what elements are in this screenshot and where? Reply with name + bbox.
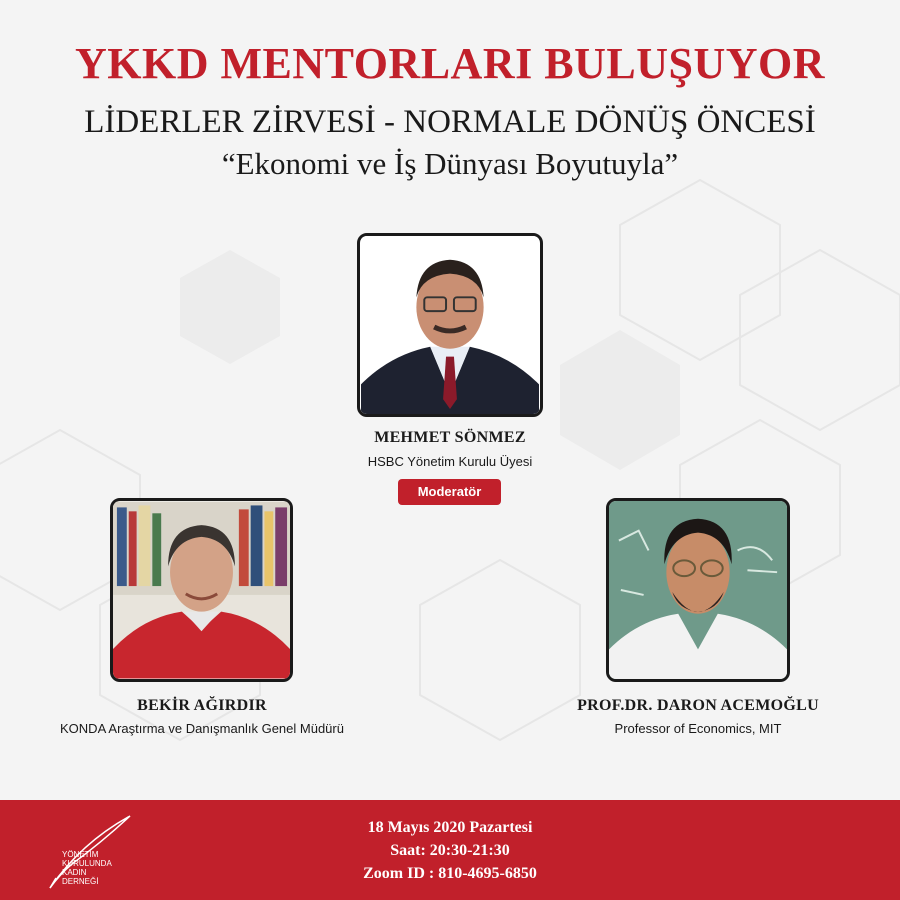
speaker-role: HSBC Yönetim Kurulu Üyesi — [367, 454, 533, 469]
logo-text-line: KADIN — [62, 868, 87, 877]
speaker-role: Professor of Economics, MIT — [614, 721, 782, 736]
event-tagline: “Ekonomi ve İş Dünyası Boyutuyla” — [221, 146, 679, 181]
speaker-photo — [606, 498, 790, 682]
event-time: Saat: 20:30-21:30 — [390, 842, 510, 859]
event-date: 18 Mayıs 2020 Pazartesi — [367, 819, 533, 836]
speaker-role: KONDA Araştırma ve Danışmanlık Genel Müdürü — [60, 721, 344, 736]
event-subtitle: LİDERLER ZİRVESİ - NORMALE DÖNÜŞ ÖNCESİ — [84, 104, 816, 140]
logo-text-line: DERNEĞİ — [62, 877, 99, 886]
logo-text-line: YÖNETİM — [62, 850, 99, 859]
moderator-photo — [357, 233, 543, 417]
moderator-badge: Moderatör — [398, 479, 501, 505]
event-title: YKKD MENTORLARI BULUŞUYOR — [75, 39, 825, 88]
speaker-photo — [110, 498, 293, 682]
speaker-name: BEKİR AĞIRDIR — [137, 697, 267, 714]
person-portrait-icon — [360, 236, 540, 414]
person-portrait-icon — [113, 501, 290, 679]
speaker-name: MEHMET SÖNMEZ — [374, 429, 526, 446]
event-zoom-id: Zoom ID : 810-4695-6850 — [363, 865, 537, 882]
logo-text-line: KURULUNDA — [62, 859, 112, 868]
person-portrait-icon — [609, 501, 787, 679]
speaker-name: PROF.DR. DARON ACEMOĞLU — [577, 697, 819, 714]
